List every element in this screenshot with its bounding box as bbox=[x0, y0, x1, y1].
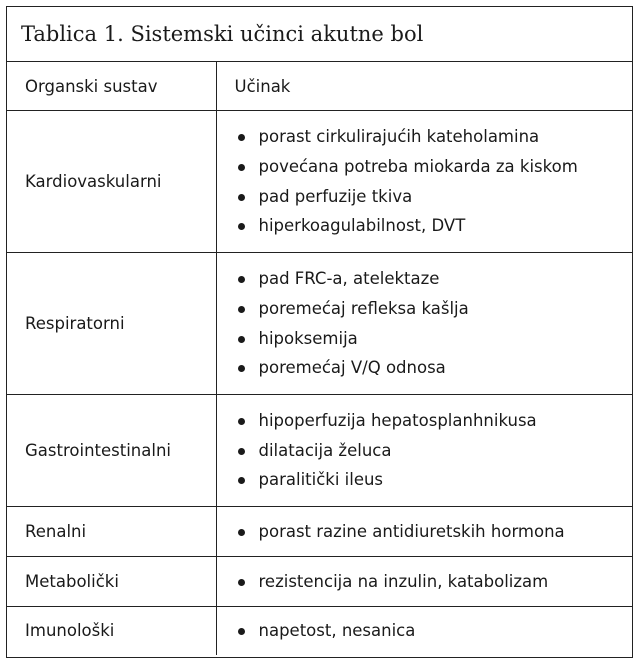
effect-text: dilatacija želuca bbox=[258, 440, 392, 460]
effect-list bbox=[235, 264, 633, 382]
list-item bbox=[235, 465, 633, 495]
bullet-icon bbox=[238, 418, 245, 425]
effects-table bbox=[7, 62, 632, 655]
organ-cell: Kardiovaskularni bbox=[7, 111, 216, 253]
effect-cell bbox=[216, 557, 632, 607]
list-item bbox=[235, 294, 633, 324]
list-item bbox=[235, 517, 633, 547]
effect-list bbox=[235, 567, 633, 597]
effect-text: pad FRC-a, atelektaze bbox=[258, 269, 440, 289]
effect-text: paralitički ileus bbox=[258, 470, 384, 490]
effect-text: pad perfuzije tkiva bbox=[258, 186, 413, 206]
organ-cell: Renalni bbox=[7, 507, 216, 557]
bullet-icon bbox=[238, 448, 245, 455]
list-item bbox=[235, 122, 633, 152]
effect-text: poremećaj V/Q odnosa bbox=[258, 358, 446, 378]
effect-cell bbox=[216, 395, 632, 507]
list-item bbox=[235, 182, 633, 212]
bullet-icon bbox=[238, 336, 245, 343]
table-row bbox=[7, 395, 632, 507]
table-row bbox=[7, 253, 632, 395]
table-row bbox=[7, 607, 632, 655]
list-item bbox=[235, 406, 633, 436]
effect-text: rezistencija na inzulin, katabolizam bbox=[258, 571, 549, 591]
table-frame bbox=[6, 6, 633, 658]
table-header-row bbox=[7, 62, 632, 111]
effect-cell bbox=[216, 111, 632, 253]
table-row bbox=[7, 111, 632, 253]
list-item bbox=[235, 353, 633, 383]
list-item bbox=[235, 211, 633, 241]
effect-list bbox=[235, 406, 633, 495]
effect-list bbox=[235, 616, 633, 646]
organ-cell: Metabolički bbox=[7, 557, 216, 607]
organ-cell: Respiratorni bbox=[7, 253, 216, 395]
list-item bbox=[235, 152, 633, 182]
effect-cell bbox=[216, 253, 632, 395]
effect-cell bbox=[216, 507, 632, 557]
effect-text: poremećaj refleksa kašlja bbox=[258, 298, 469, 318]
bullet-icon bbox=[238, 276, 245, 283]
bullet-icon bbox=[238, 306, 245, 313]
effect-text: porast razine antidiuretskih hormona bbox=[258, 521, 565, 541]
table-title: Tablica 1. Sistemski učinci akutne bol bbox=[7, 7, 632, 62]
list-item bbox=[235, 616, 633, 646]
list-item bbox=[235, 264, 633, 294]
effect-text: porast cirkulirajućih kateholamina bbox=[258, 127, 540, 147]
bullet-icon bbox=[238, 223, 245, 230]
list-item bbox=[235, 436, 633, 466]
bullet-icon bbox=[238, 365, 245, 372]
effect-list bbox=[235, 517, 633, 547]
bullet-icon bbox=[238, 134, 245, 141]
effect-cell bbox=[216, 607, 632, 655]
table-row bbox=[7, 557, 632, 607]
bullet-icon bbox=[238, 628, 245, 635]
header-organ: Organski sustav bbox=[7, 62, 216, 111]
table-row bbox=[7, 507, 632, 557]
organ-cell: Gastrointestinalni bbox=[7, 395, 216, 507]
bullet-icon bbox=[238, 477, 245, 484]
effect-text: hiperkoagulabilnost, DVT bbox=[258, 216, 466, 236]
effect-text: hipoperfuzija hepatosplanhnikusa bbox=[258, 411, 537, 431]
bullet-icon bbox=[238, 529, 245, 536]
effect-text: napetost, nesanica bbox=[258, 620, 416, 640]
effect-list bbox=[235, 122, 633, 240]
list-item bbox=[235, 567, 633, 597]
effect-text: povećana potreba miokarda za kiskom bbox=[258, 156, 578, 176]
bullet-icon bbox=[238, 579, 245, 586]
organ-cell: Imunološki bbox=[7, 607, 216, 655]
effect-text: hipoksemija bbox=[258, 328, 358, 348]
list-item bbox=[235, 324, 633, 354]
header-effect: Učinak bbox=[216, 62, 632, 111]
bullet-icon bbox=[238, 164, 245, 171]
bullet-icon bbox=[238, 194, 245, 201]
